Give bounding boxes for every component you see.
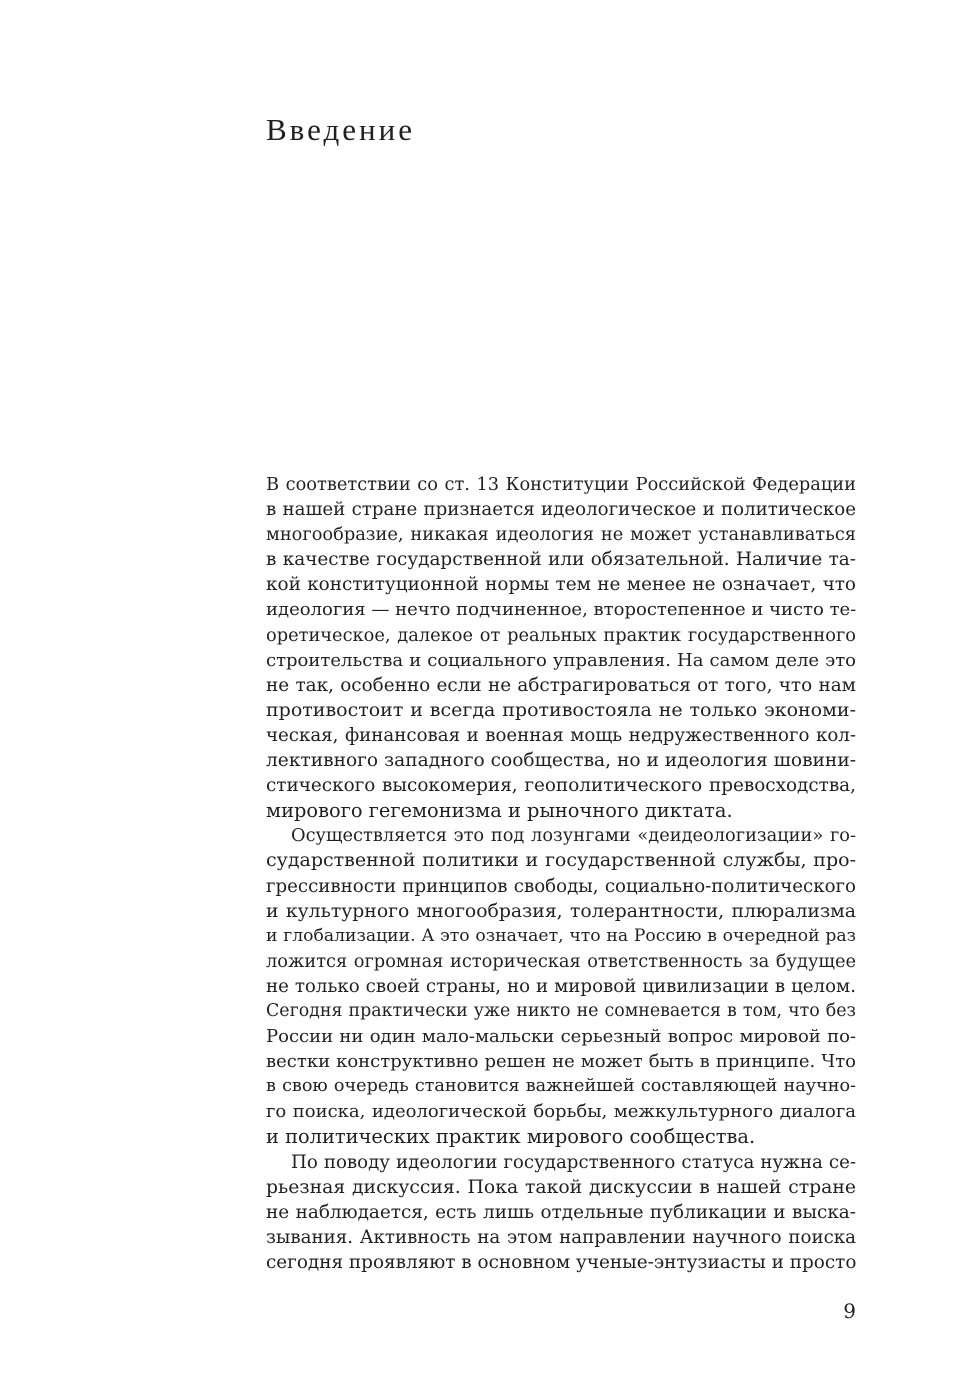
chapter-heading: Введение	[266, 112, 415, 147]
text-line: идеология — нечто подчиненное, второстепенное и чисто те-	[266, 599, 856, 621]
text-line: Сегодня практически уже никто не сомневается в том, что без	[266, 1000, 856, 1021]
text-line: го поиска, идеологической борьбы, межкультурного диалога	[266, 1101, 856, 1123]
text-line: стического высокомерия, геополитического превосходства,	[266, 775, 856, 797]
text-line: и глобализации. А это означает, что на Россию в очередной раз	[266, 925, 856, 946]
text-line: не так, особенно если не абстрагироваться от того, что нам	[266, 674, 856, 696]
text-line: сегодня проявляют в основном ученые-энтузиасты и просто	[266, 1251, 856, 1273]
text-line: и культурного многообразия, толерантности, плюрализма	[266, 900, 856, 922]
text-line: По поводу идеологии государственного статуса нужна се-	[291, 1151, 856, 1173]
text-line: не только своей страны, но и мировой цивилизации в целом.	[266, 975, 856, 997]
text-line: в нашей стране признается идеологическое и политическое	[266, 499, 856, 521]
text-line: России ни один мало-мальски серьезный вопрос мировой по-	[266, 1026, 856, 1048]
text-line: Осуществляется это под лозунгами «деидеологизации» го-	[291, 825, 856, 847]
text-line: не наблюдается, есть лишь отдельные публикации и выска-	[266, 1201, 856, 1223]
body-text	[266, 472, 856, 1275]
text-line: строительства и социального управления. На самом деле это	[266, 649, 856, 671]
text-line: оретическое, далекое от реальных практик государственного	[266, 624, 856, 646]
paragraph	[266, 1150, 856, 1275]
text-line: ческая, финансовая и военная мощь недружественного кол-	[266, 724, 856, 746]
text-line: противостоит и всегда противостояла не только экономи-	[266, 698, 856, 721]
text-line: в качестве государственной или обязательной. Наличие та-	[266, 549, 856, 571]
text-line: В соответствии со ст. 13 Конституции Российской Федерации	[266, 474, 856, 495]
text-line: кой конституционной нормы тем не менее не означает, что	[266, 574, 856, 596]
text-line: рьезная дискуссия. Пока такой дискуссии в нашей стране	[266, 1176, 856, 1198]
page-number: 9	[843, 1299, 856, 1323]
text-line: грессивности принципов свободы, социально-политического	[266, 875, 856, 897]
paragraph	[266, 472, 856, 823]
text-line: сударственной политики и государственной службы, про-	[266, 849, 856, 872]
text-line: лективного западного сообщества, но и идеология шовини-	[266, 750, 856, 772]
text-line: зывания. Активность на этом направлении научного поиска	[266, 1226, 856, 1248]
text-line: в свою очередь становится важнейшей составляющей научно-	[266, 1076, 856, 1097]
text-line: вестки конструктивно решен не может быть в принципе. Что	[266, 1051, 856, 1073]
text-line: и политических практик мирового сообщества.	[266, 1125, 756, 1149]
text-line: ложится огромная историческая ответственность за будущее	[266, 950, 856, 972]
text-line: мирового гегемонизма и рыночного диктата.	[266, 799, 733, 823]
paragraph	[266, 823, 856, 1149]
text-line: многообразие, никакая идеология не может устанавливаться	[266, 524, 856, 546]
